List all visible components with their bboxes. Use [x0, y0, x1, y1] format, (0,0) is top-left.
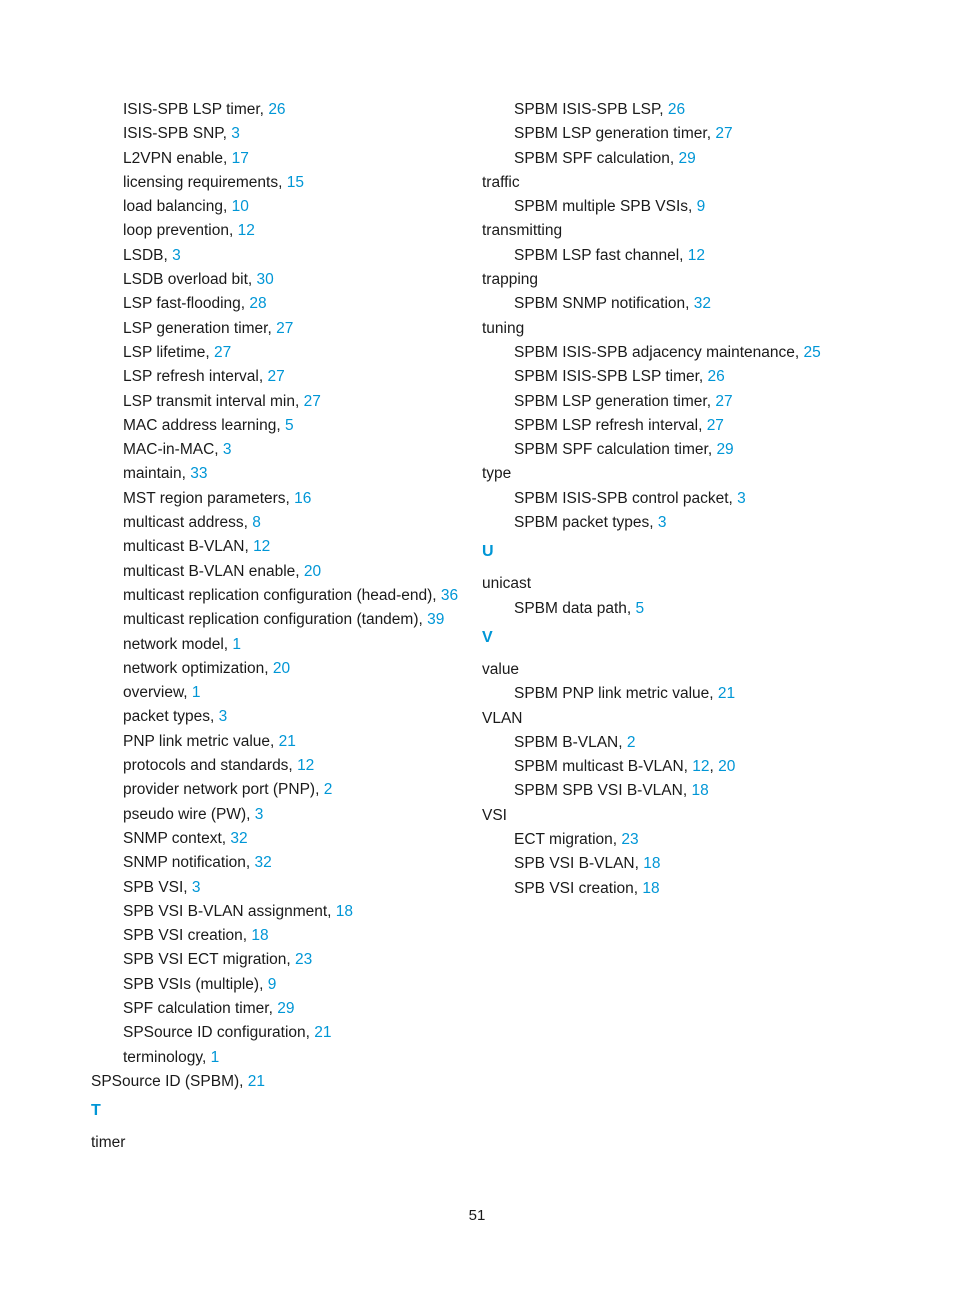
page-link[interactable]: 16 — [294, 489, 312, 507]
index-subentry — [91, 365, 461, 389]
index-subentry — [482, 438, 922, 462]
index-term: SPBM multicast B-VLAN, — [514, 758, 693, 776]
index-subentry — [482, 487, 922, 511]
index-entry — [91, 1131, 461, 1155]
index-subentry — [91, 608, 461, 632]
page-link[interactable]: 20 — [303, 562, 322, 580]
page-link[interactable]: 3 — [218, 708, 228, 726]
index-subentry — [482, 731, 922, 755]
index-term: MAC-in-MAC, — [123, 441, 223, 459]
page-link[interactable]: 20 — [272, 659, 291, 677]
index-term: SPBM SPB VSI B-VLAN, — [514, 782, 692, 800]
page-link[interactable]: 12 — [297, 757, 315, 775]
page-link[interactable]: 27 — [715, 392, 733, 410]
page-link[interactable]: 30 — [256, 271, 274, 289]
page-link[interactable]: 3 — [222, 441, 232, 459]
index-subentry — [91, 147, 461, 171]
index-term: SPBM packet types, — [514, 514, 658, 532]
index-subentry — [91, 390, 461, 414]
index-section-letter: T — [91, 1102, 101, 1120]
index-subentry — [482, 98, 922, 122]
page-link[interactable]: 33 — [190, 465, 208, 483]
page-link[interactable]: 23 — [295, 951, 313, 969]
page-link[interactable]: 5 — [284, 416, 294, 434]
index-term: type — [482, 465, 512, 483]
index-subentry — [482, 414, 922, 438]
index-term: MAC address learning, — [123, 416, 285, 434]
page-link[interactable]: 26 — [268, 101, 286, 118]
index-term: SPBM ISIS-SPB adjacency maintenance, — [514, 343, 804, 361]
index-subentry — [91, 778, 461, 802]
index-term: PNP link metric value, — [123, 732, 279, 750]
index-subentry — [91, 535, 461, 559]
page-link[interactable]: 27 — [303, 392, 321, 410]
index-entry — [482, 707, 922, 731]
index-subentry — [91, 98, 461, 122]
index-subentry — [482, 779, 922, 803]
index-entry — [482, 572, 922, 596]
page-link[interactable]: 32 — [254, 854, 272, 872]
index-subentry — [91, 244, 461, 268]
index-term: multicast B-VLAN enable, — [123, 562, 304, 580]
page-link[interactable]: 27 — [706, 416, 724, 434]
page-link[interactable]: 20 — [718, 758, 736, 776]
index-term: SPSource ID (SPBM), — [91, 1072, 248, 1090]
page-link[interactable]: 18 — [335, 902, 354, 920]
index-subentry — [91, 900, 461, 924]
page-link[interactable]: 28 — [249, 295, 267, 313]
index-entry — [482, 268, 922, 292]
index-term: SPBM SNMP notification, — [514, 295, 694, 313]
index-term: LSP lifetime, — [123, 343, 215, 361]
page-link[interactable]: 9 — [267, 975, 277, 993]
index-term: multicast B-VLAN, — [123, 538, 254, 556]
index-subentry — [91, 730, 461, 754]
index-term: SPBM LSP generation timer, — [514, 125, 716, 143]
index-column-right — [482, 98, 922, 901]
index-term: load balancing, — [123, 198, 232, 216]
page-link[interactable]: 12 — [692, 758, 710, 776]
index-term: multicast replication configuration (tandem), — [123, 611, 428, 629]
index-term: VLAN — [482, 709, 523, 727]
index-term: LSP fast-flooding, — [123, 295, 250, 313]
index-term: SPB VSI B-VLAN assignment, — [123, 902, 336, 920]
page-link[interactable]: 27 — [715, 125, 733, 143]
page-link[interactable]: 26 — [707, 368, 725, 386]
index-subentry — [91, 1046, 461, 1070]
page-link[interactable]: 29 — [716, 441, 734, 459]
index-term: SNMP context, — [123, 829, 231, 847]
index-subentry — [91, 657, 461, 681]
index-subentry — [91, 438, 461, 462]
index-subentry — [482, 597, 922, 621]
index-term: unicast — [482, 575, 532, 593]
page-link[interactable]: 32 — [230, 829, 248, 847]
index-term: protocols and standards, — [123, 757, 298, 775]
page-number: 51 — [468, 1207, 486, 1224]
page-link[interactable]: 21 — [247, 1072, 266, 1090]
index-subentry — [482, 244, 922, 268]
index-subentry — [91, 122, 461, 146]
index-subentry — [91, 317, 461, 341]
index-column-left — [91, 98, 461, 1155]
index-term: provider network port (PNP), — [123, 781, 324, 799]
page-link[interactable]: 15 — [286, 173, 304, 191]
index-term: SPBM LSP fast channel, — [514, 246, 688, 264]
index-subentry — [91, 948, 461, 972]
page-link[interactable]: 1 — [210, 1048, 220, 1066]
index-subentry — [91, 973, 461, 997]
index-term: SPBM data path, — [514, 599, 636, 617]
page-link[interactable]: 12 — [253, 538, 271, 556]
index-subentry — [482, 755, 922, 779]
index-subentry — [482, 390, 922, 414]
index-term: SPB VSI B-VLAN, — [514, 855, 644, 873]
page-link[interactable]: 29 — [277, 999, 295, 1017]
index-term: MST region parameters, — [123, 489, 295, 507]
index-subentry — [482, 365, 922, 389]
page-link[interactable]: 18 — [642, 879, 660, 897]
index-entry — [91, 1070, 461, 1094]
index-subentry — [482, 195, 922, 219]
index-subentry — [482, 122, 922, 146]
index-term: VSI — [482, 806, 507, 824]
index-term: overview, — [123, 684, 192, 702]
index-term: SPSource ID configuration, — [123, 1024, 315, 1042]
index-term: SPBM ISIS-SPB LSP timer, — [514, 368, 708, 386]
index-term: network model, — [123, 635, 233, 653]
index-subentry — [91, 681, 461, 705]
index-subentry — [91, 1021, 461, 1045]
index-term: timer — [91, 1134, 126, 1152]
index-subentry — [91, 705, 461, 729]
index-term: SPB VSI creation, — [514, 879, 643, 897]
index-subentry — [482, 511, 922, 535]
index-subentry — [91, 560, 461, 584]
index-subentry — [91, 171, 461, 195]
page-link[interactable]: 21 — [278, 732, 296, 750]
index-subentry — [91, 827, 461, 851]
index-entry — [482, 462, 922, 486]
page-link[interactable]: 3 — [231, 125, 240, 143]
index-subentry — [482, 877, 922, 901]
index-term: SNMP notification, — [123, 854, 255, 872]
page-link[interactable]: 25 — [803, 343, 821, 361]
page-link[interactable]: 10 — [231, 198, 249, 216]
index-term: L2VPN enable, — [123, 149, 232, 167]
index-term: LSDB overload bit, — [123, 271, 257, 289]
page-link[interactable]: 3 — [657, 514, 667, 532]
index-term: ISIS-SPB SNP, — [123, 125, 232, 143]
page-link[interactable]: 27 — [214, 343, 232, 361]
index-term: packet types, — [123, 708, 219, 726]
page-link[interactable]: 12 — [237, 222, 255, 240]
index-term: pseudo wire (PW), — [123, 805, 255, 823]
index-term: multicast replication configuration (head-end), — [123, 586, 441, 604]
index-subentry — [482, 682, 922, 706]
page-link[interactable]: 36 — [440, 586, 459, 604]
index-term: LSP generation timer, — [123, 319, 277, 337]
page-link[interactable]: 27 — [276, 319, 294, 337]
index-term: LSP transmit interval min, — [123, 392, 304, 410]
index-term: SPBM LSP generation timer, — [514, 392, 716, 410]
index-term: SPBM B-VLAN, — [514, 733, 627, 751]
index-term: LSP refresh interval, — [123, 368, 268, 386]
page-link[interactable]: 3 — [172, 246, 181, 264]
page-link[interactable]: 18 — [251, 927, 269, 945]
index-subentry — [91, 584, 461, 608]
page-link[interactable]: 9 — [696, 198, 706, 216]
page-link[interactable]: 3 — [254, 805, 264, 823]
page-link[interactable]: 18 — [643, 855, 661, 873]
index-term: SPB VSI creation, — [123, 927, 252, 945]
index-subentry — [482, 828, 922, 852]
index-term: LSDB, — [123, 246, 173, 264]
index-entry — [482, 317, 922, 341]
index-subentry — [91, 414, 461, 438]
index-subentry — [91, 754, 461, 778]
index-term: SPBM SPF calculation, — [514, 149, 679, 167]
page-link[interactable]: 29 — [678, 149, 696, 167]
index-term: network optimization, — [123, 659, 273, 677]
index-subentry — [91, 633, 461, 657]
index-subentry — [482, 292, 922, 316]
index-entry — [482, 219, 922, 243]
index-term: SPB VSI, — [123, 878, 192, 896]
index-subentry — [91, 997, 461, 1021]
index-term: loop prevention, — [123, 222, 238, 240]
index-term: SPBM PNP link metric value, — [514, 685, 718, 703]
index-entry — [482, 658, 922, 682]
page-link[interactable]: 1 — [191, 684, 201, 702]
index-section-letter: U — [482, 543, 494, 561]
page-separator: , — [709, 758, 719, 776]
index-term: multicast address, — [123, 514, 253, 532]
index-term: transmitting — [482, 222, 563, 240]
page-link[interactable]: 39 — [427, 611, 445, 629]
index-section-letter: V — [482, 628, 493, 646]
page-link[interactable]: 8 — [252, 514, 261, 532]
page-link[interactable]: 2 — [323, 781, 333, 799]
page-link[interactable]: 26 — [667, 101, 686, 118]
index-term: value — [482, 660, 520, 678]
page-link[interactable]: 32 — [693, 295, 712, 313]
index-term: tuning — [482, 319, 525, 337]
index-term: SPBM multiple SPB VSIs, — [514, 198, 697, 216]
index-subentry — [91, 487, 461, 511]
page-link[interactable]: 27 — [267, 368, 285, 386]
page-link[interactable]: 12 — [687, 246, 706, 264]
index-subentry — [91, 511, 461, 535]
index-subentry — [91, 341, 461, 365]
index-term: SPBM ISIS-SPB control packet, — [514, 489, 738, 507]
index-subentry — [91, 462, 461, 486]
index-subentry — [91, 924, 461, 948]
index-subentry — [482, 852, 922, 876]
index-entry — [482, 804, 922, 828]
index-subentry — [91, 268, 461, 292]
index-subentry — [91, 803, 461, 827]
index-term: ISIS-SPB LSP timer, — [123, 101, 269, 118]
index-term: trapping — [482, 271, 539, 289]
index-term: terminology, — [123, 1048, 211, 1066]
page-link[interactable]: 5 — [635, 599, 645, 617]
page-link[interactable]: 3 — [737, 489, 746, 507]
index-term: traffic — [482, 173, 520, 191]
index-term: SPF calculation timer, — [123, 999, 278, 1017]
page-link[interactable]: 1 — [232, 635, 242, 653]
index-term: licensing requirements, — [123, 173, 287, 191]
index-subentry — [91, 195, 461, 219]
page-link[interactable]: 2 — [626, 733, 636, 751]
index-subentry — [482, 341, 922, 365]
page-link[interactable]: 21 — [717, 685, 736, 703]
index-term: SPBM LSP refresh interval, — [514, 416, 707, 434]
index-entry — [482, 171, 922, 195]
index-term: SPB VSIs (multiple), — [123, 975, 268, 993]
index-term: SPBM SPF calculation timer, — [514, 441, 717, 459]
index-term: maintain, — [123, 465, 191, 483]
index-subentry — [91, 851, 461, 875]
index-term: ECT migration, — [514, 831, 622, 849]
index-term: SPBM ISIS-SPB LSP, — [514, 101, 668, 118]
page-link[interactable]: 18 — [691, 782, 709, 800]
index-term: SPB VSI ECT migration, — [123, 951, 295, 969]
page-link[interactable]: 21 — [314, 1024, 332, 1042]
index-subentry — [91, 876, 461, 900]
index-subentry — [91, 292, 461, 316]
index-subentry — [482, 147, 922, 171]
index-subentry — [91, 219, 461, 243]
page-link[interactable]: 3 — [191, 878, 201, 896]
page-link[interactable]: 23 — [621, 831, 639, 849]
page-link[interactable]: 17 — [231, 149, 249, 167]
